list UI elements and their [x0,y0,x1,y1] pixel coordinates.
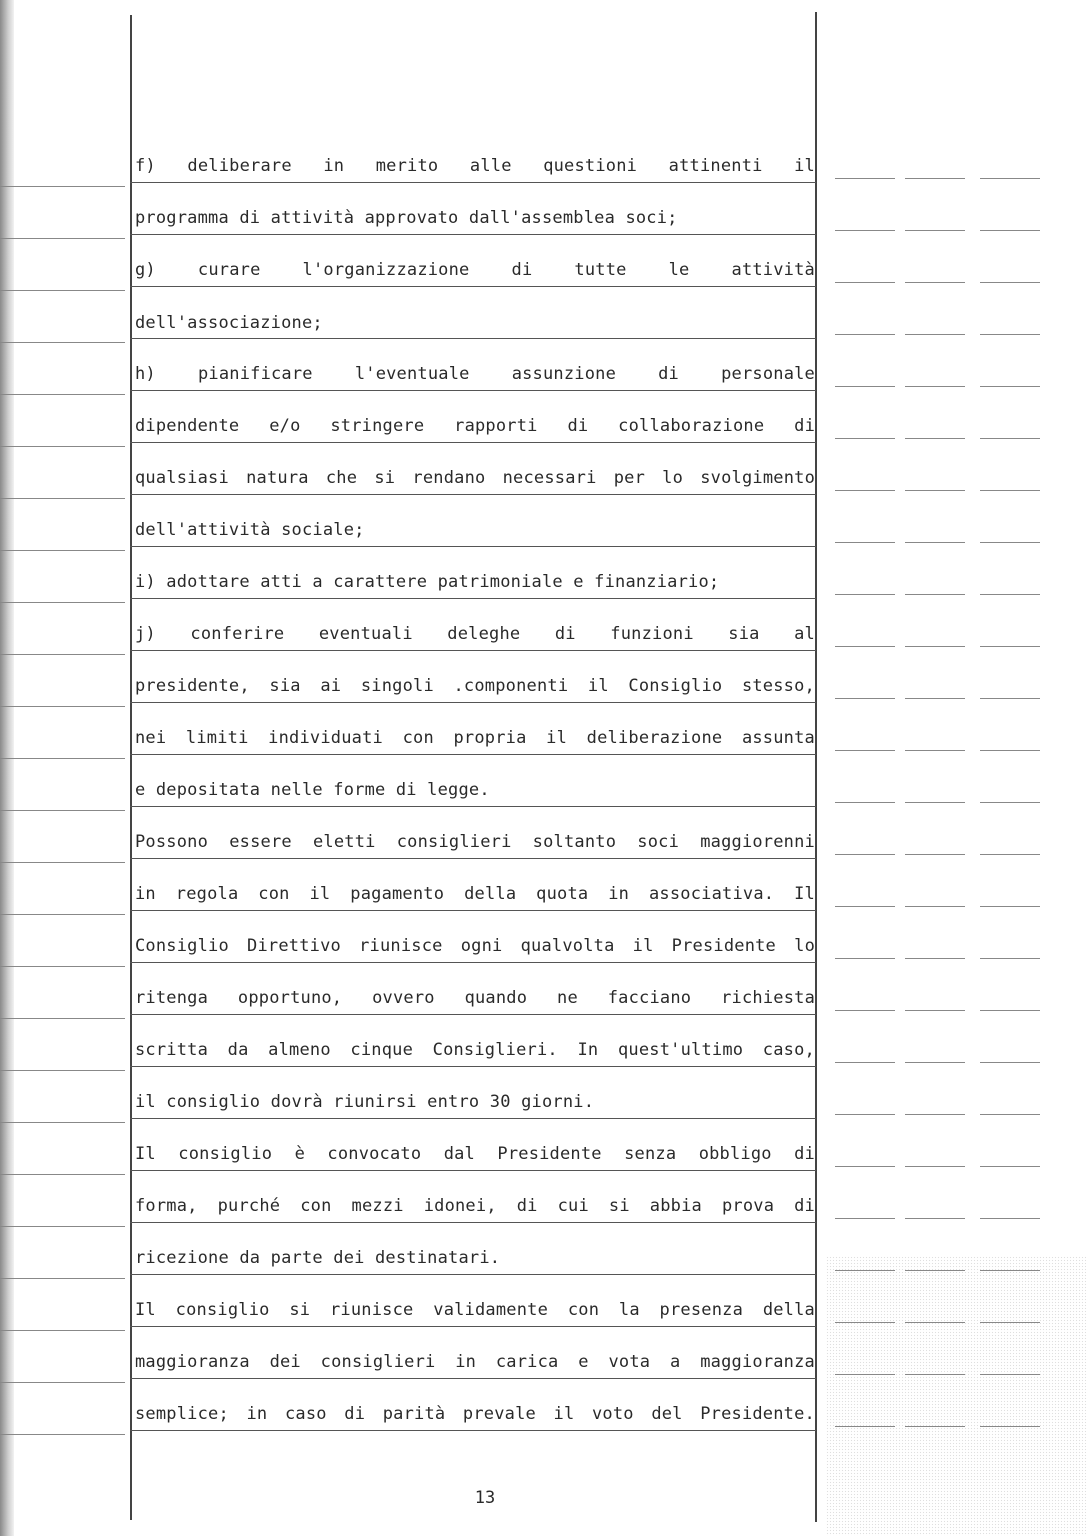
ruled-line [905,438,965,439]
ruled-line [835,1218,895,1219]
ruled-line [835,958,895,959]
ruled-line [905,698,965,699]
left-margin-line [130,15,132,1520]
text-line: g) curare l'organizzazione di tutte le attività [135,260,815,280]
ruled-line [130,1274,816,1275]
text-line: dell'associazione; [135,313,323,333]
text-line: Il consiglio si riunisce validamente con la presenza della [135,1300,815,1320]
ruled-line [905,282,965,283]
ruled-line [980,1374,1040,1375]
ruled-line [980,750,1040,751]
ruled-line [835,1114,895,1115]
ruled-line [835,750,895,751]
ruled-line [835,1270,895,1271]
text-line: h) pianificare l'eventuale assunzione di personale [135,364,815,384]
ruled-line [835,542,895,543]
ruled-line [0,394,125,395]
ruled-line [130,1430,816,1431]
ruled-line [130,338,816,339]
ruled-line [905,178,965,179]
ruled-line [980,1166,1040,1167]
ruled-line [835,646,895,647]
ruled-line [905,1426,965,1427]
ruled-line [0,498,125,499]
ruled-line [905,1062,965,1063]
ruled-line [980,802,1040,803]
ruled-line [905,542,965,543]
ruled-line [0,1382,125,1383]
ruled-line [905,334,965,335]
ruled-line [130,858,816,859]
ruled-line [980,1426,1040,1427]
ruled-line [0,914,125,915]
ruled-line [980,282,1040,283]
ruled-line [130,1118,816,1119]
ruled-line [0,706,125,707]
ruled-line [905,386,965,387]
ruled-line [835,334,895,335]
ruled-line [980,386,1040,387]
text-line: forma, purché con mezzi idonei, di cui si abbia prova di [135,1196,815,1216]
text-line: dell'attività sociale; [135,520,365,540]
ruled-line [905,490,965,491]
ruled-line [980,1062,1040,1063]
ruled-line [835,698,895,699]
ruled-line [130,754,816,755]
ruled-line [835,490,895,491]
ruled-line [980,854,1040,855]
ruled-line [835,230,895,231]
ruled-line [980,646,1040,647]
ruled-line [0,1122,125,1123]
ruled-line [835,282,895,283]
ruled-line [130,1170,816,1171]
scan-stipple [826,1256,1086,1536]
ruled-line [0,602,125,603]
text-line: semplice; in caso di parità prevale il voto del Presidente. [135,1404,815,1424]
ruled-line [980,698,1040,699]
ruled-line [130,1066,816,1067]
text-line: Consiglio Direttivo riunisce ogni qualvolta il Presidente lo [135,936,815,956]
ruled-line [835,854,895,855]
ruled-line [980,1114,1040,1115]
ruled-line [835,1322,895,1323]
text-line: scritta da almeno cinque Consiglieri. In quest'ultimo caso, [135,1040,815,1060]
ruled-line [835,594,895,595]
ruled-line [980,178,1040,179]
ruled-line [130,962,816,963]
ruled-line [835,438,895,439]
ruled-line [835,802,895,803]
ruled-line [835,1010,895,1011]
text-line: programma di attività approvato dall'assemblea soci; [135,208,678,228]
ruled-line [0,654,125,655]
ruled-line [130,806,816,807]
ruled-line [0,1226,125,1227]
ruled-line [130,390,816,391]
ruled-line [905,854,965,855]
ruled-line [130,910,816,911]
ruled-line [905,230,965,231]
ruled-line [980,1218,1040,1219]
ruled-line [130,650,816,651]
ruled-line [0,186,125,187]
text-line: e depositata nelle forme di legge. [135,780,490,800]
ruled-line [980,958,1040,959]
ruled-line [835,1426,895,1427]
ruled-line [0,1174,125,1175]
ruled-line [980,594,1040,595]
text-line: nei limiti individuati con propria il deliberazione assunta [135,728,815,748]
ruled-line [905,1322,965,1323]
ruled-line [0,1434,125,1435]
ruled-line [905,1010,965,1011]
text-line: presidente, sia ai singoli .componenti il Consiglio stesso, [135,676,815,696]
ruled-line [905,1218,965,1219]
ruled-line [980,1010,1040,1011]
ruled-line [130,1222,816,1223]
ruled-line [0,238,125,239]
ruled-line [905,1114,965,1115]
ruled-line [0,1278,125,1279]
ruled-line [835,1166,895,1167]
ruled-line [130,1014,816,1015]
ruled-line [905,1374,965,1375]
ruled-line [0,290,125,291]
ruled-line [905,1166,965,1167]
ruled-line [905,594,965,595]
ruled-line [980,230,1040,231]
ruled-line [835,178,895,179]
ruled-line [0,1070,125,1071]
ruled-line [980,490,1040,491]
ruled-line [130,494,816,495]
ruled-line [980,906,1040,907]
ruled-line [130,234,816,235]
ruled-line [835,1062,895,1063]
text-line: in regola con il pagamento della quota in associativa. Il [135,884,815,904]
ruled-line [980,1270,1040,1271]
text-line: Possono essere eletti consiglieri soltanto soci maggiorenni [135,832,815,852]
ruled-line [905,906,965,907]
text-line: i) adottare atti a carattere patrimoniale e finanziario; [135,572,720,592]
ruled-line [130,286,816,287]
ruled-line [0,862,125,863]
ruled-line [905,802,965,803]
ruled-line [835,906,895,907]
ruled-line [130,1378,816,1379]
scan-edge-shadow [0,0,14,1536]
ruled-line [130,546,816,547]
text-line: dipendente e/o stringere rapporti di collaborazione di [135,416,815,436]
text-line: f) deliberare in merito alle questioni attinenti il [135,156,815,176]
ruled-line [130,442,816,443]
ruled-line [980,1322,1040,1323]
ruled-line [130,182,816,183]
ruled-line [0,446,125,447]
ruled-line [905,1270,965,1271]
ruled-line [980,334,1040,335]
text-line: ricezione da parte dei destinatari. [135,1248,501,1268]
right-margin-line [815,12,817,1522]
ruled-line [0,758,125,759]
ruled-line [905,750,965,751]
ruled-line [0,550,125,551]
text-line: ritenga opportuno, ovvero quando ne facciano richiesta [135,988,815,1008]
ruled-line [130,1326,816,1327]
ruled-line [0,966,125,967]
ruled-line [835,386,895,387]
ruled-line [905,958,965,959]
ruled-line [980,438,1040,439]
ruled-line [0,1330,125,1331]
ruled-line [130,598,816,599]
text-line: qualsiasi natura che si rendano necessari per lo svolgimento [135,468,815,488]
ruled-line [905,646,965,647]
ruled-line [0,342,125,343]
text-line: maggioranza dei consiglieri in carica e vota a maggioranza [135,1352,815,1372]
text-line: il consiglio dovrà riunirsi entro 30 giorni. [135,1092,595,1112]
ruled-line [835,1374,895,1375]
text-line: j) conferire eventuali deleghe di funzioni sia al [135,624,815,644]
ruled-line [130,702,816,703]
page-number: 13 [474,1488,496,1508]
ruled-line [0,1018,125,1019]
ruled-line [0,810,125,811]
text-line: Il consiglio è convocato dal Presidente senza obbligo di [135,1144,815,1164]
ruled-line [980,542,1040,543]
